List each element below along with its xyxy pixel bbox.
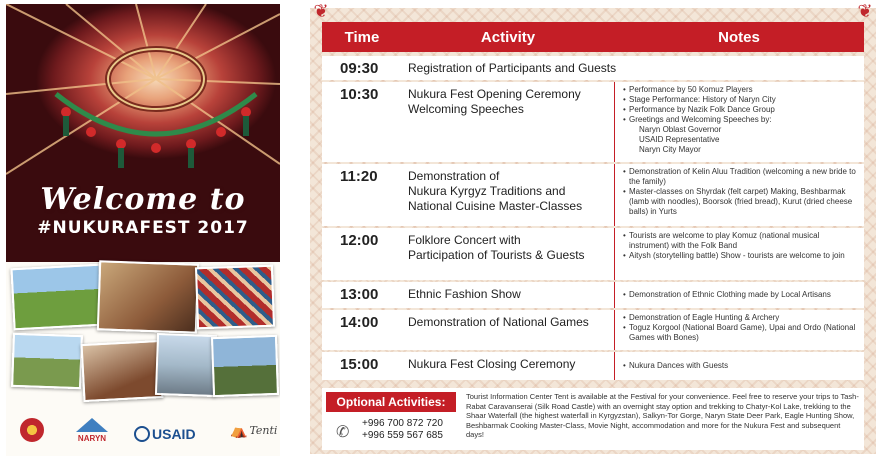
row-activity: Folklore Concert with Participation of Tourists & Guests — [408, 233, 585, 262]
bow-ribbon-icon: ❦ — [313, 1, 329, 21]
row-time: 09:30 — [340, 60, 379, 77]
row-notes — [615, 282, 864, 308]
row-notes — [615, 82, 864, 162]
row-activity: Demonstration of Nukura Kyrgyz Traditions and National Cuisine Master-Classes — [408, 169, 583, 213]
phone-icon: ✆ — [336, 424, 350, 441]
phone-number: +996 700 872 720 — [362, 418, 443, 429]
schedule-row — [322, 282, 864, 308]
note-item: • Performance by 50 Komuz Players — [623, 85, 858, 95]
row-time: 12:00 — [340, 232, 379, 249]
header-notes: Notes — [718, 28, 760, 46]
schedule-row — [322, 82, 864, 162]
schedule-rows — [322, 56, 864, 382]
discover-naryn-logo: NARYN — [70, 418, 114, 448]
schedule-row — [322, 310, 864, 350]
row-time: 11:20 — [340, 168, 378, 185]
schedule-header — [322, 22, 864, 52]
row-activity: Nukura Fest Closing Ceremony — [408, 357, 576, 371]
row-notes — [615, 352, 864, 380]
row-notes — [615, 228, 864, 280]
note-item: • Stage Performance: History of Naryn City — [623, 95, 858, 105]
contact-phones — [362, 418, 443, 442]
note-subitem: Naryn City Mayor — [639, 145, 701, 154]
note-item: • Master-classes on Shyrdak (felt carpet) Making, Beshbarmak (lamb with noodles), Boorsok (fried bread), Kurut (dried cheese balls) in Yurts — [623, 187, 858, 217]
welcome-heading: Welcome to — [40, 182, 246, 217]
schedule-row — [322, 56, 864, 80]
phone-number: +996 559 567 685 — [362, 430, 443, 441]
usaid-seal-icon — [134, 426, 150, 442]
row-activity: Registration of Participants and Guests — [408, 61, 617, 75]
tenti-logo: ⛺ Tenti — [230, 422, 278, 438]
festival-poster — [6, 4, 280, 456]
optional-activities-label: Optional Activities: — [326, 392, 456, 412]
bow-ribbon-icon: ❦ — [857, 1, 873, 21]
festival-schedule — [310, 1, 876, 454]
tent-icon: ⛺ — [230, 422, 248, 438]
photo-dancers — [10, 264, 103, 331]
optional-activities-text: Tourist Information Center Tent is available at the Festival for your convenience. Feel free to reserve your trips to Tash-Rabat Caravanserai (Silk Road Castle) with an overnight stay option and trekking to Chatyr-Kol Lake, trekking to the Shaar Waterfall (the highest waterfall in Kyrgyzstan), Salkyn-Tor Gorge, Naryn State Deer Park, Eagle Hunting Show, Beshbarmak Cooking Master-Class, Movie Night, accommodation and more for the Nukura Fest and subsequent days! — [466, 392, 859, 439]
photo-crafts — [81, 340, 164, 402]
schedule-row — [322, 164, 864, 226]
header-activity: Activity — [480, 28, 536, 46]
usaid-logo: USAID — [134, 424, 196, 444]
photo-carpet — [195, 265, 275, 330]
note-item: • Tourists are welcome to play Komuz (national musical instrument) with the Folk Band — [623, 231, 858, 251]
row-time: 13:00 — [340, 286, 379, 303]
note-item: • Demonstration of Kelin Aluu Tradition (welcoming a new bride to the family) — [623, 167, 858, 187]
note-subitem: Naryn Oblast Governor — [639, 125, 722, 134]
row-time: 14:00 — [340, 314, 379, 331]
row-notes — [615, 164, 864, 226]
photo-caravanserai — [11, 333, 83, 389]
note-item: • Greetings and Welcoming Speeches by: — [623, 115, 858, 125]
row-activity: Nukura Fest Opening Ceremony Welcoming Speeches — [408, 87, 581, 116]
row-time: 10:30 — [340, 86, 379, 103]
header-time: Time — [344, 28, 380, 46]
photo-elder — [97, 260, 199, 333]
photo-yurt-frame — [155, 333, 217, 397]
sponsor-logos — [6, 412, 280, 452]
row-activity: Demonstration of National Games — [408, 315, 589, 329]
note-item: • Performance by Nazik Folk Dance Group — [623, 105, 858, 115]
note-item: • Toguz Korgool (National Board Game), Upai and Ordo (National Games with Bones) — [623, 323, 858, 343]
row-time: 15:00 — [340, 356, 379, 373]
optional-activities — [322, 388, 864, 450]
schedule-row — [322, 228, 864, 280]
festival-hashtag: #NUKURAFEST 2017 — [37, 218, 249, 238]
row-notes — [615, 310, 864, 350]
note-item: • Demonstration of Eagle Hunting & Archery — [623, 313, 858, 323]
row-activity: Ethnic Fashion Show — [408, 287, 521, 301]
naryn-emblem-logo — [20, 418, 44, 442]
note-item: • Aitysh (storytelling battle) Show - tourists are welcome to join — [623, 251, 858, 261]
note-item: • Demonstration of Ethnic Clothing made by Local Artisans — [623, 290, 858, 300]
note-item: • Nukura Dances with Guests — [623, 361, 858, 371]
photo-eagle-hunter — [211, 335, 279, 397]
note-subitem: USAID Representative — [639, 135, 720, 144]
schedule-row — [322, 352, 864, 380]
